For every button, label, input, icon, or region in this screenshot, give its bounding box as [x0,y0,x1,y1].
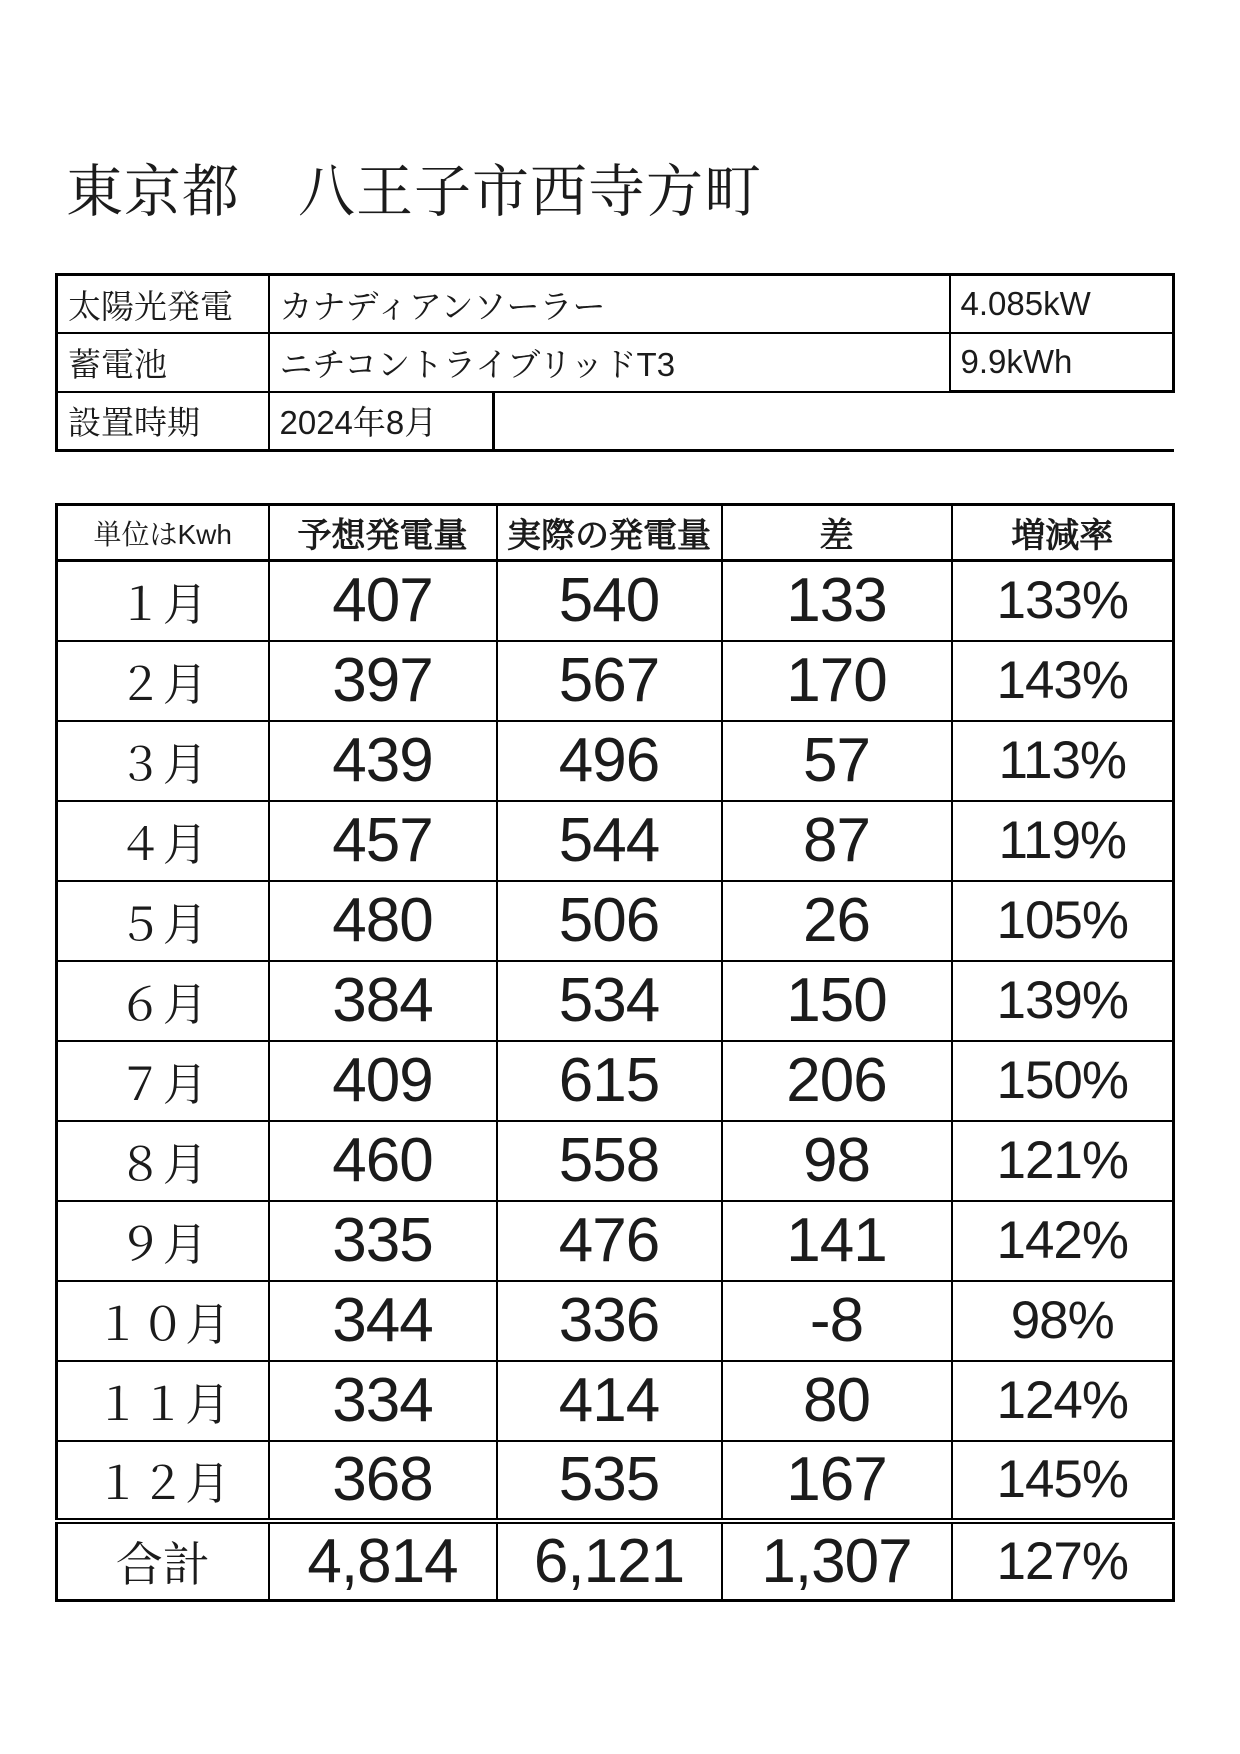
header-row [57,505,1174,561]
month-cell: ４月 [57,801,269,881]
month-cell: ２月 [57,641,269,721]
diff-cell: 141 [722,1201,952,1281]
actual-cell: 567 [497,641,722,721]
actual-cell: 476 [497,1201,722,1281]
diff-cell: 170 [722,641,952,721]
header-diff: 差 [722,505,952,561]
rate-cell: 113% [952,721,1174,801]
info-row-solar [57,275,1174,334]
actual-cell: 558 [497,1121,722,1201]
month-cell: ３月 [57,721,269,801]
expected-cell: 334 [269,1361,497,1441]
table-row-aug [57,1121,1174,1201]
expected-cell: 368 [269,1441,497,1521]
diff-cell: 133 [722,561,952,641]
rate-cell: 150% [952,1041,1174,1121]
header-unit-note: 単位はKwh [57,505,269,561]
month-cell: ７月 [57,1041,269,1121]
header-actual: 実際の発電量 [497,505,722,561]
actual-cell: 506 [497,881,722,961]
info-spec-solar: 4.085kW [950,275,1174,334]
info-row-install-date [57,392,1174,451]
info-value-battery: ニチコントライブリッドT3 [269,333,950,392]
expected-cell: 460 [269,1121,497,1201]
total-row [57,1521,1174,1601]
rate-cell: 98% [952,1281,1174,1361]
rate-cell: 105% [952,881,1174,961]
month-cell: １月 [57,561,269,641]
actual-cell: 414 [497,1361,722,1441]
diff-cell: 167 [722,1441,952,1521]
info-label-install-date: 設置時期 [57,392,269,451]
rate-cell: 143% [952,641,1174,721]
actual-cell: 615 [497,1041,722,1121]
expected-cell: 480 [269,881,497,961]
month-cell: １０月 [57,1281,269,1361]
rate-cell: 133% [952,561,1174,641]
total-actual-cell: 6,121 [497,1521,722,1601]
month-cell: ５月 [57,881,269,961]
system-info-table [55,273,1175,452]
info-value-solar: カナディアンソーラー [269,275,950,334]
diff-cell: 150 [722,961,952,1041]
expected-cell: 384 [269,961,497,1041]
info-label-battery: 蓄電池 [57,333,269,392]
diff-cell: -8 [722,1281,952,1361]
expected-cell: 407 [269,561,497,641]
table-row-jun [57,961,1174,1041]
table-row-dec [57,1441,1174,1521]
info-label-solar: 太陽光発電 [57,275,269,334]
table-row-feb [57,641,1174,721]
diff-cell: 80 [722,1361,952,1441]
month-cell: １２月 [57,1441,269,1521]
diff-cell: 26 [722,881,952,961]
table-row-apr [57,801,1174,881]
expected-cell: 457 [269,801,497,881]
info-spec-battery: 9.9kWh [950,333,1174,392]
total-rate-cell: 127% [952,1521,1174,1601]
table-row-oct [57,1281,1174,1361]
diff-cell: 206 [722,1041,952,1121]
monthly-generation-table [55,503,1175,1602]
table-row-jan [57,561,1174,641]
rate-cell: 145% [952,1441,1174,1521]
actual-cell: 336 [497,1281,722,1361]
actual-cell: 496 [497,721,722,801]
total-expected-cell: 4,814 [269,1521,497,1601]
table-row-sep [57,1201,1174,1281]
rate-cell: 139% [952,961,1174,1041]
actual-cell: 544 [497,801,722,881]
expected-cell: 344 [269,1281,497,1361]
actual-cell: 540 [497,561,722,641]
header-expected: 予想発電量 [269,505,497,561]
info-empty-area [494,392,1174,451]
total-diff-cell: 1,307 [722,1521,952,1601]
header-rate: 増減率 [952,505,1174,561]
table-row-jul [57,1041,1174,1121]
expected-cell: 397 [269,641,497,721]
expected-cell: 335 [269,1201,497,1281]
diff-cell: 98 [722,1121,952,1201]
table-row-mar [57,721,1174,801]
month-cell: ６月 [57,961,269,1041]
actual-cell: 534 [497,961,722,1041]
rate-cell: 142% [952,1201,1174,1281]
page-title: 東京都 八王子市西寺方町 [66,160,762,224]
table-row-may [57,881,1174,961]
month-cell: １１月 [57,1361,269,1441]
info-value-install-date: 2024年8月 [269,392,494,451]
expected-cell: 409 [269,1041,497,1121]
diff-cell: 87 [722,801,952,881]
rate-cell: 124% [952,1361,1174,1441]
rate-cell: 121% [952,1121,1174,1201]
month-cell: ８月 [57,1121,269,1201]
month-cell: ９月 [57,1201,269,1281]
table-row-nov [57,1361,1174,1441]
info-row-battery [57,333,1174,392]
total-label-cell: 合計 [57,1521,269,1601]
diff-cell: 57 [722,721,952,801]
actual-cell: 535 [497,1441,722,1521]
rate-cell: 119% [952,801,1174,881]
expected-cell: 439 [269,721,497,801]
